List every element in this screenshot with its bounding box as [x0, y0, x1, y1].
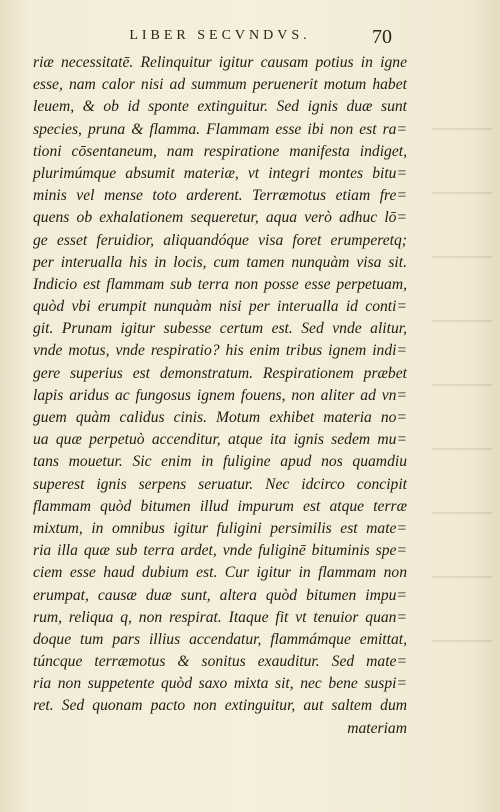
text-line: guem quàm calidus cinis. Motum exhibet materia no=: [33, 409, 407, 426]
text-line: erumpat, causæ duæ sunt, altera quòd bitumen impu=: [33, 586, 407, 604]
text-line: vnde motus, vnde respiratio? his enim tribus ignem indi=: [33, 342, 407, 360]
text-line: rum, reliqua q, non respirat. Itaque fit vt tenuior quan=: [33, 608, 407, 626]
text-line: leuem, & ob id sponte extinguitur. Sed ignis duæ sunt: [33, 98, 407, 116]
running-title: LIBER SECVNDVS.: [129, 28, 311, 43]
text-line: mixtum, in omnibus igitur fuligini persimilis est mate=: [33, 519, 407, 537]
text-line: ua quæ perpetuò accenditur, atque ita ignis sedem mu=: [33, 431, 407, 449]
text-line: túncque terræmotus & sonitus exauditur. Sed mate=: [33, 653, 407, 671]
text-line: minis vel mense toto arderent. Terræmotus etiam fre=: [33, 187, 407, 205]
text-line: plurimúmque absumit materiæ, vt integri montes bitu=: [33, 164, 407, 182]
text-line: ria illa quæ sub terra ardet, vnde fuliginē bituminis spe=: [33, 542, 407, 560]
text-line: flammam quòd bitumen illud impurum est atque terræ: [33, 497, 407, 515]
text-line: ria non suppetente quòd saxo mixta sit, nec bene suspi=: [33, 675, 407, 693]
bleed-through-shadow: [432, 90, 492, 650]
text-line: ge esset feruidior, aliquandóque visa foret erumperetq;: [33, 231, 407, 249]
body-text: [33, 52, 407, 740]
catchword: materiam: [347, 719, 407, 737]
text-line: superest ignis serpens seruatur. Nec idcirco concipit: [33, 475, 407, 493]
text-line: git. Prunam igitur subesse certum est. Sed vnde alitur,: [33, 320, 407, 338]
text-line: tans mouetur. Sic enim in fuligine apud nos quamdiu: [33, 453, 407, 471]
text-line: ciem esse haud dubium est. Cur igitur in flammam non: [33, 564, 407, 582]
text-line: ret. Sed quonam pacto non extinguitur, aut saltem dum: [33, 697, 407, 715]
text-line: tioni cōsentaneum, nam respiratione manifesta indiget,: [33, 142, 407, 160]
text-line: quòd vbi erumpit nunquàm nisi per interualla id conti=: [33, 298, 407, 316]
text-line: per interualla his in locis, cum tamen nunquàm visa sit.: [33, 253, 407, 271]
text-line: doque tum pars illius accendatur, flammámque emittat,: [33, 630, 407, 648]
text-line: Indicio est flammam sub terra non posse esse perpetuam,: [33, 275, 407, 293]
page-number: 70: [372, 26, 392, 48]
text-line: riæ necessitatē. Relinquitur igitur causam potius in igne: [33, 54, 407, 71]
text-line: gere superius est demonstratum. Respirationem præbet: [33, 364, 407, 382]
text-line: species, pruna & flamma. Flammam esse ibi non est ra=: [33, 120, 407, 138]
text-line: lapis aridus ac fungosus ignem fouens, non aliter ad vn=: [33, 386, 407, 404]
text-line: esse, nam calor nisi ad summum peruenerit motum habet: [33, 76, 407, 94]
text-line: quens ob exhalationem sequeretur, aqua verò adhuc lō=: [33, 209, 407, 227]
